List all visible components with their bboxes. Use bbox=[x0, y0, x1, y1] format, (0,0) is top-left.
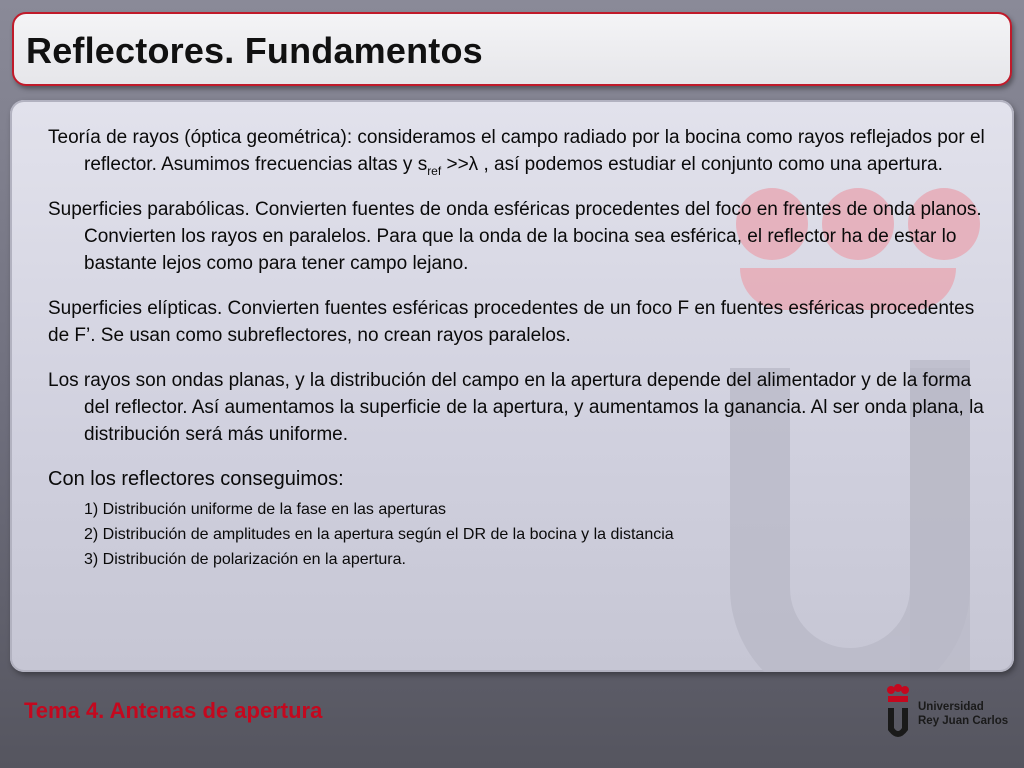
list-item: 2) Distribución de amplitudes en la apertura según el DR de la bocina y la distancia bbox=[84, 526, 674, 543]
paragraph-parabolic: Superficies parabólicas. Convierten fuentes de onda esféricas procedentes del foco en frentes de onda planos. Convierten los rayos en paralelos. Para que la onda de la bocina sea esférica, el reflector ha de estar lo bastante lejos como para tener campo lejano. bbox=[48, 199, 982, 274]
list-item: 3) Distribución de polarización en la apertura. bbox=[84, 551, 406, 568]
footer-topic: Tema 4. Antenas de apertura bbox=[24, 698, 323, 723]
paragraph-ray-theory bbox=[48, 124, 988, 178]
paragraph-plane-waves: Los rayos son ondas planas, y la distribución del campo en la apertura depende del alimentador y de la forma del reflector. Así aumentamos la superficie de la apertura, y aumentamos la ganancia. Al ser onda plana, la distribución será más uniforme. bbox=[48, 370, 984, 445]
achievements-heading: Con los reflectores conseguimos: bbox=[48, 468, 344, 490]
logo-line-1: Universidad bbox=[918, 701, 984, 713]
list-item: 1) Distribución uniforme de la fase en las aperturas bbox=[84, 501, 446, 518]
crown-u-icon bbox=[884, 682, 912, 748]
paragraph-elliptic: Superficies elípticas. Convierten fuentes esféricas procedentes de un foco F en fuentes esféricas procedentes de F’. Se usan como subreflectores, no crean rayos paralelos. bbox=[48, 298, 975, 346]
ray-theory-text: Teoría de rayos (óptica geométrica): consideramos el campo radiado por la bocina como rayos reflejados por el reflector. Asumimos frecuencias altas y s bbox=[48, 127, 985, 175]
title-bar bbox=[12, 12, 1012, 86]
achievements-list bbox=[48, 497, 988, 572]
logo-line-2: Rey Juan Carlos bbox=[918, 715, 1009, 727]
ref-subscript: ref bbox=[427, 163, 442, 178]
logo-text bbox=[918, 700, 1008, 728]
university-logo bbox=[884, 682, 1016, 764]
slide-title: Reflectores. Fundamentos bbox=[26, 30, 483, 71]
content-panel bbox=[10, 100, 1014, 672]
ray-theory-text-end: >>λ , así podemos estudiar el conjunto como una apertura. bbox=[441, 154, 943, 175]
slide-body bbox=[48, 124, 988, 572]
